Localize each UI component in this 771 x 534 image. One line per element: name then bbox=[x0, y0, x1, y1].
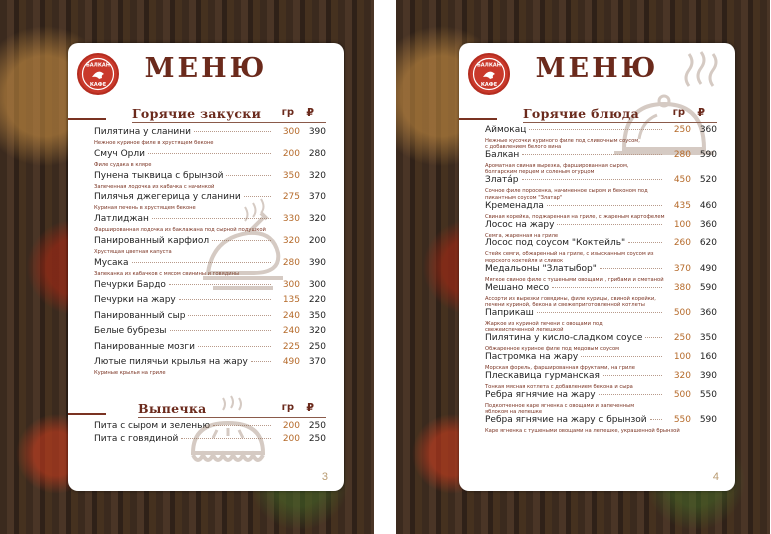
dish-weight: 380 bbox=[673, 282, 691, 293]
dish-weight: 240 bbox=[282, 326, 300, 337]
leader-dots bbox=[522, 154, 662, 155]
menu-sheet bbox=[68, 43, 344, 491]
menu-item-row bbox=[94, 357, 326, 370]
leader-dots bbox=[194, 131, 271, 132]
leader-dots bbox=[522, 179, 662, 180]
dish-name: Ребра ягнячие на жару bbox=[485, 389, 596, 400]
menu-item bbox=[485, 150, 717, 176]
menu-item bbox=[485, 238, 717, 264]
dish-price: 590 bbox=[699, 150, 717, 161]
ruble-header: ₽ bbox=[306, 401, 314, 414]
dish-name: Плескавица гурманская bbox=[485, 370, 600, 381]
leader-dots bbox=[603, 375, 662, 376]
grams-header: гр bbox=[281, 402, 294, 413]
dish-name: Медальоны "Златыбор" bbox=[485, 263, 597, 274]
dish-description: Хрустящая цветная капуста bbox=[94, 249, 172, 255]
dish-description: Свиная корейка, поджаренная на гриле, с жареным картофелем bbox=[485, 213, 665, 220]
dish-weight: 550 bbox=[673, 414, 691, 425]
dish-name: Панированные мозги bbox=[94, 341, 195, 352]
leader-dots bbox=[188, 315, 271, 316]
dish-weight: 135 bbox=[282, 295, 300, 306]
section-title: Горячие блюда bbox=[523, 106, 639, 121]
dish-description: пикантным соусом "Златар" bbox=[485, 194, 563, 201]
dish-name: Пилятина у кисло-сладком соусе bbox=[485, 332, 643, 343]
menu-item bbox=[94, 149, 326, 168]
section-divider bbox=[68, 413, 106, 415]
page-number: 3 bbox=[321, 471, 328, 483]
dish-description: Обжаренное куриное филе под медовым соусом bbox=[485, 345, 620, 352]
menu-item-row bbox=[485, 333, 717, 346]
dish-name: Пита с говядиной bbox=[94, 434, 179, 444]
dish-name: Печурки Бардо bbox=[94, 279, 166, 290]
dish-weight: 330 bbox=[282, 214, 300, 225]
menu-item-row bbox=[485, 201, 717, 214]
menu-item bbox=[485, 264, 717, 283]
menu-item-row bbox=[485, 264, 717, 277]
logo-text-bottom: КАФЕ bbox=[480, 82, 498, 88]
menu-item-row bbox=[485, 308, 717, 321]
section-header-hot-dishes bbox=[459, 104, 735, 124]
menu-item-row bbox=[94, 149, 326, 162]
dish-weight: 490 bbox=[282, 357, 300, 368]
dish-weight: 200 bbox=[282, 421, 300, 431]
dish-description: Нежные кусочки куриного филе под сливочным соусом, bbox=[485, 138, 640, 144]
dish-description: Семга, жаренная на гриле bbox=[485, 232, 559, 239]
dish-price: 460 bbox=[699, 200, 717, 211]
menu-page-left bbox=[0, 0, 374, 534]
menu-item-row bbox=[485, 238, 717, 251]
leader-dots bbox=[552, 287, 662, 288]
dish-weight: 500 bbox=[673, 307, 691, 318]
dish-name: Лосос под соусом "Коктейль" bbox=[485, 238, 626, 249]
menu-item-row bbox=[94, 311, 326, 324]
logo-text-bottom: КАФЕ bbox=[89, 82, 107, 88]
dish-name: Латлиджан bbox=[94, 214, 149, 225]
dish-weight: 260 bbox=[673, 238, 691, 249]
dish-description: Ароматная свиная вырезка, фаршированная сыром, bbox=[485, 163, 629, 170]
menu-item-row bbox=[485, 390, 717, 403]
menu-title: МЕНЮ bbox=[535, 53, 659, 84]
leader-dots bbox=[650, 419, 662, 420]
menu-item-row bbox=[485, 371, 717, 384]
leader-dots bbox=[226, 175, 271, 176]
menu-item-row bbox=[485, 150, 717, 163]
page-number: 4 bbox=[712, 471, 719, 483]
dish-weight: 320 bbox=[282, 236, 300, 246]
menu-item bbox=[485, 201, 717, 220]
dish-price: 280 bbox=[308, 148, 326, 159]
dish-description: Нежное куриное филе в хрустящем беконе bbox=[94, 140, 214, 146]
dish-name: Панированный сыр bbox=[94, 310, 186, 321]
menu-item-row bbox=[485, 352, 717, 365]
dish-weight: 280 bbox=[673, 150, 691, 161]
menu-item bbox=[485, 333, 717, 352]
menu-item bbox=[94, 311, 326, 324]
dish-description: Каре ягненка с тушеными овощами на лепешке, украшенной брынзой bbox=[485, 427, 680, 434]
dish-price: 320 bbox=[308, 326, 326, 337]
dish-description: болгарским перцем и соленым огурцом bbox=[485, 169, 595, 176]
menu-title: МЕНЮ bbox=[144, 53, 268, 84]
leader-dots bbox=[148, 153, 271, 154]
dish-description: яблоком на лепешке bbox=[485, 408, 543, 415]
menu-item bbox=[94, 342, 326, 355]
dish-price: 390 bbox=[308, 127, 326, 137]
menu-item bbox=[485, 390, 717, 416]
dish-weight: 280 bbox=[282, 257, 300, 268]
leader-dots bbox=[537, 312, 662, 313]
dish-weight: 320 bbox=[673, 370, 691, 381]
menu-sheet bbox=[459, 43, 735, 491]
dish-description: Стейк семги, обжаренный на гриле, с изысканным соусом из bbox=[485, 251, 654, 258]
dish-weight: 435 bbox=[673, 200, 691, 211]
dish-weight: 350 bbox=[282, 170, 300, 181]
leader-dots bbox=[645, 337, 662, 338]
dish-name: Паприкаш bbox=[485, 307, 534, 318]
menu-item bbox=[485, 352, 717, 371]
menu-item bbox=[94, 127, 326, 146]
dish-name: Белые бубрезы bbox=[94, 326, 167, 337]
dish-name: Панированный карфиол bbox=[94, 236, 210, 246]
dish-price: 620 bbox=[699, 238, 717, 249]
dish-weight: 250 bbox=[673, 125, 691, 135]
dish-price: 590 bbox=[699, 282, 717, 293]
dish-weight: 225 bbox=[282, 341, 300, 352]
dish-description: Запеченная лодочка из кабачка с начинкой bbox=[94, 183, 215, 190]
dish-name: Ребра ягнячие на жару с брынзой bbox=[485, 414, 647, 425]
dish-weight: 200 bbox=[282, 434, 300, 444]
menu-item bbox=[94, 357, 326, 376]
leader-dots bbox=[170, 330, 271, 331]
dish-price: 250 bbox=[308, 341, 326, 352]
dish-description: Ассорти из вырезки говядины, филе курицы, свиной корейки, bbox=[485, 295, 656, 302]
dish-description: Жаркое из куриной печени с овощами под bbox=[485, 320, 603, 327]
dish-name: Пастромка на жару bbox=[485, 351, 579, 362]
dish-price: 590 bbox=[699, 414, 717, 425]
dish-price: 490 bbox=[699, 263, 717, 274]
leader-dots bbox=[198, 346, 271, 347]
ruble-header: ₽ bbox=[306, 106, 314, 119]
logo-text-top: БАЛКАН bbox=[86, 62, 110, 69]
dish-price: 350 bbox=[699, 332, 717, 343]
dish-description: Фаршированная лодочка из баклажана под сырной подушкой bbox=[94, 227, 266, 234]
dish-price: 360 bbox=[699, 219, 717, 230]
menu-item-row bbox=[485, 283, 717, 296]
menu-item bbox=[485, 308, 717, 334]
dish-price: 300 bbox=[308, 279, 326, 290]
logo-text-top: БАЛКАН bbox=[477, 62, 501, 69]
menu-item-row bbox=[485, 175, 717, 188]
roast-chicken-icon bbox=[193, 193, 293, 303]
dish-name: Балкан bbox=[485, 150, 520, 161]
dish-price: 370 bbox=[308, 357, 326, 368]
dish-description: морского коктейля и сливок bbox=[485, 257, 564, 264]
dish-price: 350 bbox=[308, 310, 326, 321]
pie-icon bbox=[188, 393, 268, 483]
dish-weight: 300 bbox=[282, 127, 300, 137]
menu-item-row bbox=[485, 415, 717, 428]
section-title: Выпечка bbox=[138, 401, 207, 416]
dish-description: Подкопченное каре ягненка с овощами и запеченным bbox=[485, 402, 635, 409]
dish-description: Филе судака в кляре bbox=[94, 161, 152, 168]
dish-name: Кременадла bbox=[485, 200, 544, 211]
section-divider bbox=[68, 118, 106, 120]
dish-weight: 250 bbox=[673, 332, 691, 343]
dish-weight: 450 bbox=[673, 175, 691, 186]
dish-name: Мусака bbox=[94, 257, 129, 268]
dish-price: 200 bbox=[308, 236, 326, 246]
dish-weight: 240 bbox=[282, 310, 300, 321]
dish-description: Куриная печень в хрустящем беконе bbox=[94, 205, 196, 212]
dish-weight: 370 bbox=[673, 263, 691, 274]
dish-description: Мягкое свиное филе с тушеными овощами , грибами и сметаной bbox=[485, 276, 664, 283]
dish-name: Мешано месо bbox=[485, 282, 550, 293]
grams-header: гр bbox=[281, 107, 294, 118]
menu-item-row bbox=[94, 342, 326, 355]
menu-item bbox=[485, 175, 717, 201]
dish-price: 370 bbox=[308, 192, 326, 203]
section-underline bbox=[132, 122, 326, 123]
dish-description: Морская форель, фаршированная фруктами, на гриле bbox=[485, 364, 635, 371]
leader-dots bbox=[599, 394, 662, 395]
section-divider bbox=[459, 118, 497, 120]
section-underline bbox=[523, 122, 717, 123]
leader-dots bbox=[581, 356, 662, 357]
dish-description: Куриные крылья на гриле bbox=[94, 370, 166, 377]
menu-item bbox=[94, 171, 326, 190]
dish-name: Пилячья джегерица у сланини bbox=[94, 192, 241, 203]
menu-item bbox=[485, 371, 717, 390]
dish-name: Пита с сыром и зеленью bbox=[94, 421, 211, 431]
menu-page-right bbox=[396, 0, 770, 534]
menu-item bbox=[94, 326, 326, 339]
leader-dots bbox=[557, 224, 662, 225]
menu-item-row bbox=[485, 125, 717, 138]
grams-header: гр bbox=[672, 107, 685, 118]
dish-price: 250 bbox=[308, 421, 326, 431]
dish-price: 320 bbox=[308, 170, 326, 181]
dish-price: 390 bbox=[699, 370, 717, 381]
section-title: Горячие закуски bbox=[132, 106, 262, 121]
dish-description: с добавлением белого вина bbox=[485, 144, 562, 151]
dish-name: Лосос на жару bbox=[485, 219, 555, 230]
dish-price: 550 bbox=[699, 389, 717, 400]
dish-weight: 300 bbox=[282, 279, 300, 290]
dish-name: Пунена тыквица с брынзой bbox=[94, 170, 224, 181]
dish-name: Аймокац bbox=[485, 125, 527, 135]
dish-name: Лютые пилячьи крылья на жару bbox=[94, 357, 248, 368]
menu-item bbox=[485, 220, 717, 239]
ruble-header: ₽ bbox=[697, 106, 705, 119]
dish-name: Смуч Орли bbox=[94, 148, 145, 159]
menu-item-row bbox=[94, 127, 326, 140]
dish-weight: 100 bbox=[673, 219, 691, 230]
dish-price: 160 bbox=[699, 351, 717, 362]
menu-item-row bbox=[485, 220, 717, 233]
dish-description: Запеканка из кабачков с мясом свинины и говядины bbox=[94, 270, 240, 277]
menu-item bbox=[485, 283, 717, 309]
dish-name: Злата́р bbox=[485, 175, 519, 186]
dish-weight: 275 bbox=[282, 192, 300, 203]
leader-dots bbox=[628, 242, 662, 243]
dish-name: Пилятина у сланини bbox=[94, 127, 192, 137]
dish-price: 360 bbox=[699, 125, 717, 135]
dish-name: Печурки на жару bbox=[94, 295, 176, 306]
dish-price: 390 bbox=[308, 257, 326, 268]
dish-weight: 100 bbox=[673, 351, 691, 362]
dish-description: печени куриной, бекона и свежеприготовленной котлеты bbox=[485, 301, 645, 308]
menu-item-row bbox=[94, 171, 326, 184]
dish-price: 250 bbox=[308, 434, 326, 444]
dish-description: свежеиспеченной лепешкой bbox=[485, 326, 564, 333]
dish-description: Сочное филе поросенка, начиненное сыром и беконом под bbox=[485, 188, 648, 195]
dish-price: 520 bbox=[699, 175, 717, 186]
dish-weight: 200 bbox=[282, 148, 300, 159]
dish-price: 320 bbox=[308, 214, 326, 225]
menu-item bbox=[485, 415, 717, 434]
dish-price: 220 bbox=[308, 295, 326, 306]
leader-dots bbox=[547, 205, 662, 206]
leader-dots bbox=[251, 361, 271, 362]
menu-item bbox=[485, 125, 717, 151]
section-header-hot-appetizers bbox=[68, 104, 344, 124]
dish-description: Тонкая мясная котлета с добавлением бекона и сыра bbox=[485, 383, 633, 390]
dish-weight: 500 bbox=[673, 389, 691, 400]
dish-price: 360 bbox=[699, 307, 717, 318]
menu-item-row bbox=[94, 326, 326, 339]
leader-dots bbox=[529, 129, 662, 130]
leader-dots bbox=[600, 268, 662, 269]
